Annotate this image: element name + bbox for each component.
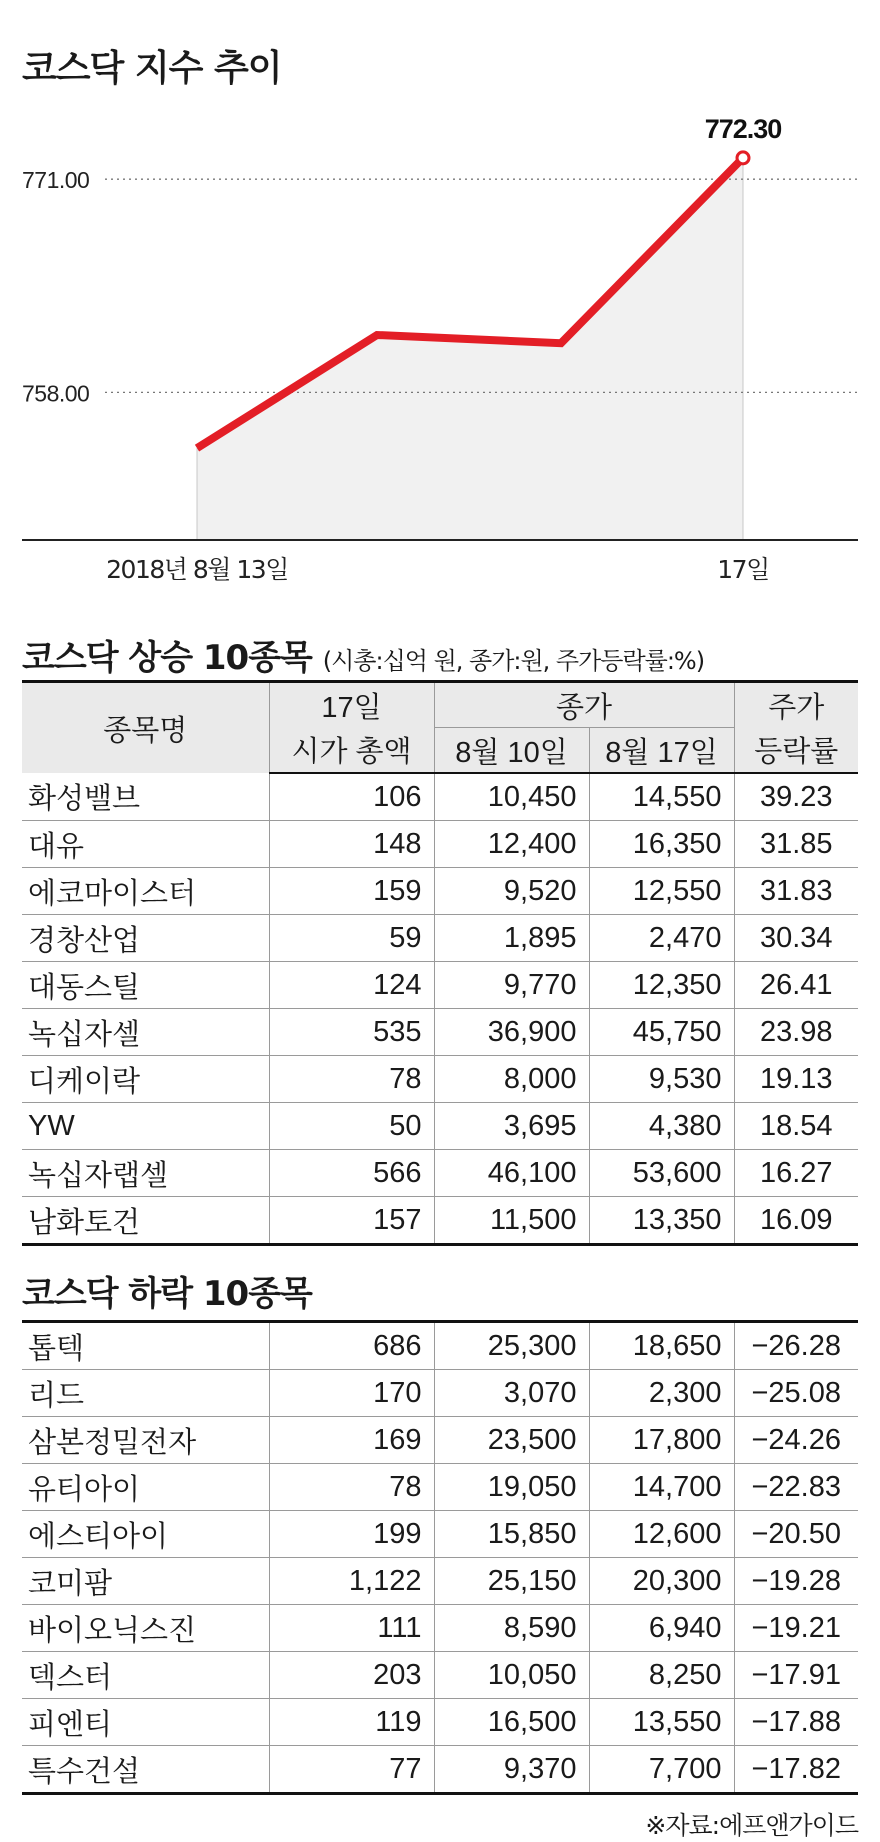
close-aug10-cell: 46,100: [434, 1150, 589, 1197]
kosdaq-index-chart: [0, 110, 880, 590]
change-rate-cell: 30.34: [734, 915, 858, 962]
market-cap-cell: 124: [269, 962, 434, 1009]
change-rate-cell: 31.83: [734, 868, 858, 915]
gainers-table-body: [22, 773, 858, 1245]
close-aug17-cell: 14,550: [589, 773, 734, 821]
stock-name-cell: 에코마이스터: [28, 877, 197, 910]
col-header-rate-line2: 등락률: [734, 728, 858, 774]
losers-table: [22, 1320, 858, 1795]
market-cap-cell: 535: [269, 1009, 434, 1056]
close-aug10-cell: 10,050: [434, 1652, 589, 1699]
stock-name-cell: 삼본정밀전자: [28, 1426, 197, 1459]
close-aug17-cell: 9,530: [589, 1056, 734, 1103]
table-row: [22, 915, 858, 962]
close-aug10-cell: 8,590: [434, 1605, 589, 1652]
change-rate-cell: 16.09: [734, 1197, 858, 1245]
table-row: [22, 1511, 858, 1558]
close-aug10-cell: 12,400: [434, 821, 589, 868]
stock-name-cell: 대동스틸: [28, 971, 141, 1004]
close-aug17-cell: 12,350: [589, 962, 734, 1009]
change-rate-cell: 39.23: [734, 773, 858, 821]
change-rate-cell: 19.13: [734, 1056, 858, 1103]
stock-name-cell: 톱텍: [28, 1332, 85, 1365]
change-rate-cell: 26.41: [734, 962, 858, 1009]
market-cap-cell: 169: [269, 1417, 434, 1464]
change-rate-cell: 18.54: [734, 1103, 858, 1150]
stock-name-cell: 녹십자랩셀: [28, 1159, 169, 1192]
stock-name-cell: 화성밸브: [28, 783, 141, 815]
close-aug17-cell: 16,350: [589, 821, 734, 868]
losers-table-body: [22, 1322, 858, 1794]
close-aug10-cell: 10,450: [434, 773, 589, 821]
stock-name-cell: 피엔티: [28, 1708, 113, 1741]
table-row: [22, 1197, 858, 1245]
close-aug10-cell: 36,900: [434, 1009, 589, 1056]
col-header-close: 종가: [434, 682, 734, 728]
close-aug17-cell: 12,600: [589, 1511, 734, 1558]
stock-name-cell: 에스티아이: [28, 1520, 169, 1553]
change-rate-cell: −26.28: [734, 1322, 858, 1370]
close-aug10-cell: 9,520: [434, 868, 589, 915]
close-aug17-cell: 53,600: [589, 1150, 734, 1197]
market-cap-cell: 78: [269, 1464, 434, 1511]
x-tick-label: 2018년 8월 13일: [106, 555, 288, 584]
market-cap-cell: 199: [269, 1511, 434, 1558]
table-row: [22, 1370, 858, 1417]
market-cap-cell: 159: [269, 868, 434, 915]
table-row: [22, 1746, 858, 1794]
gainers-units-note: (시총:십억 원, 종가:원, 주가등락률:%): [322, 647, 705, 675]
close-aug17-cell: 18,650: [589, 1322, 734, 1370]
market-cap-cell: 148: [269, 821, 434, 868]
market-cap-cell: 111: [269, 1605, 434, 1652]
close-aug17-cell: 20,300: [589, 1558, 734, 1605]
close-aug17-cell: 2,300: [589, 1370, 734, 1417]
x-tick-label: 17일: [717, 555, 769, 584]
table-row: [22, 1103, 858, 1150]
stock-name-cell: 코미팜: [28, 1567, 113, 1600]
close-aug17-cell: 12,550: [589, 868, 734, 915]
y-tick-label: 771.00: [22, 167, 90, 194]
change-rate-cell: −22.83: [734, 1464, 858, 1511]
market-cap-cell: 157: [269, 1197, 434, 1245]
table-row: [22, 1417, 858, 1464]
market-cap-cell: 203: [269, 1652, 434, 1699]
close-aug17-cell: 6,940: [589, 1605, 734, 1652]
chart-title: 코스닥 지수 추이: [22, 48, 282, 89]
table-row: [22, 868, 858, 915]
close-aug17-cell: 8,250: [589, 1652, 734, 1699]
col-header-aug17: 8월 17일: [589, 728, 734, 774]
market-cap-cell: 106: [269, 773, 434, 821]
close-aug17-cell: 14,700: [589, 1464, 734, 1511]
close-aug10-cell: 11,500: [434, 1197, 589, 1245]
close-aug10-cell: 1,895: [434, 915, 589, 962]
table-row: [22, 1699, 858, 1746]
market-cap-cell: 566: [269, 1150, 434, 1197]
table-row: [22, 1056, 858, 1103]
end-point-marker: [737, 152, 749, 164]
close-aug10-cell: 8,000: [434, 1056, 589, 1103]
stock-name-cell: 특수건설: [28, 1755, 141, 1788]
change-rate-cell: 23.98: [734, 1009, 858, 1056]
close-aug10-cell: 25,150: [434, 1558, 589, 1605]
stock-name-cell: 리드: [28, 1379, 85, 1412]
stock-name-cell: 남화토건: [28, 1206, 141, 1239]
market-cap-cell: 170: [269, 1370, 434, 1417]
close-aug17-cell: 13,550: [589, 1699, 734, 1746]
close-aug10-cell: 3,695: [434, 1103, 589, 1150]
market-cap-cell: 59: [269, 915, 434, 962]
change-rate-cell: 31.85: [734, 821, 858, 868]
close-aug17-cell: 13,350: [589, 1197, 734, 1245]
stock-name-cell: 대유: [28, 830, 85, 863]
table-row: [22, 1558, 858, 1605]
market-cap-cell: 119: [269, 1699, 434, 1746]
table-row: [22, 1150, 858, 1197]
table-row: [22, 821, 858, 868]
close-aug10-cell: 16,500: [434, 1699, 589, 1746]
source-note: ※자료:에프앤가이드: [645, 1811, 858, 1840]
market-cap-cell: 1,122: [269, 1558, 434, 1605]
table-row: [22, 1464, 858, 1511]
table-row: [22, 1605, 858, 1652]
table-row: [22, 962, 858, 1009]
col-header-market-cap: 시가 총액: [269, 728, 434, 774]
change-rate-cell: −25.08: [734, 1370, 858, 1417]
close-aug17-cell: 17,800: [589, 1417, 734, 1464]
close-aug10-cell: 19,050: [434, 1464, 589, 1511]
stock-name-cell: 경창산업: [28, 924, 141, 957]
stock-name-cell: 유티아이: [28, 1473, 141, 1506]
gainers-title: [22, 630, 704, 679]
area-fill: [197, 158, 743, 540]
table-row: [22, 1009, 858, 1056]
stock-name-cell: 덱스터: [28, 1661, 113, 1694]
change-rate-cell: −24.26: [734, 1417, 858, 1464]
change-rate-cell: −17.91: [734, 1652, 858, 1699]
col-header-cap-date: 17일: [269, 682, 434, 728]
market-cap-cell: 78: [269, 1056, 434, 1103]
market-cap-cell: 50: [269, 1103, 434, 1150]
col-header-name: 종목명: [22, 682, 269, 774]
gainers-title-text: 코스닥 상승 10종목: [22, 638, 312, 678]
change-rate-cell: −19.28: [734, 1558, 858, 1605]
close-aug10-cell: 9,370: [434, 1746, 589, 1794]
close-aug10-cell: 9,770: [434, 962, 589, 1009]
gainers-table: [22, 680, 858, 1246]
end-value-label: 772.30: [704, 113, 782, 144]
stock-name-cell: YW: [28, 1109, 75, 1142]
close-aug10-cell: 25,300: [434, 1322, 589, 1370]
stock-name-cell: 디케이락: [28, 1065, 141, 1098]
close-aug17-cell: 45,750: [589, 1009, 734, 1056]
close-aug17-cell: 7,700: [589, 1746, 734, 1794]
y-tick-label: 758.00: [22, 380, 90, 407]
close-aug17-cell: 2,470: [589, 915, 734, 962]
close-aug17-cell: 4,380: [589, 1103, 734, 1150]
table-row: [22, 1652, 858, 1699]
close-aug10-cell: 23,500: [434, 1417, 589, 1464]
losers-title: 코스닥 하락 10종목: [22, 1274, 312, 1314]
stock-name-cell: 녹십자셀: [28, 1018, 141, 1051]
change-rate-cell: −17.82: [734, 1746, 858, 1794]
change-rate-cell: 16.27: [734, 1150, 858, 1197]
col-header-aug10: 8월 10일: [434, 728, 589, 774]
change-rate-cell: −17.88: [734, 1699, 858, 1746]
stock-name-cell: 바이오닉스진: [28, 1614, 197, 1647]
close-aug10-cell: 15,850: [434, 1511, 589, 1558]
table-row: [22, 773, 858, 821]
close-aug10-cell: 3,070: [434, 1370, 589, 1417]
table-row: [22, 1322, 858, 1370]
market-cap-cell: 686: [269, 1322, 434, 1370]
col-header-rate-line1: 주가: [734, 682, 858, 728]
change-rate-cell: −19.21: [734, 1605, 858, 1652]
market-cap-cell: 77: [269, 1746, 434, 1794]
change-rate-cell: −20.50: [734, 1511, 858, 1558]
